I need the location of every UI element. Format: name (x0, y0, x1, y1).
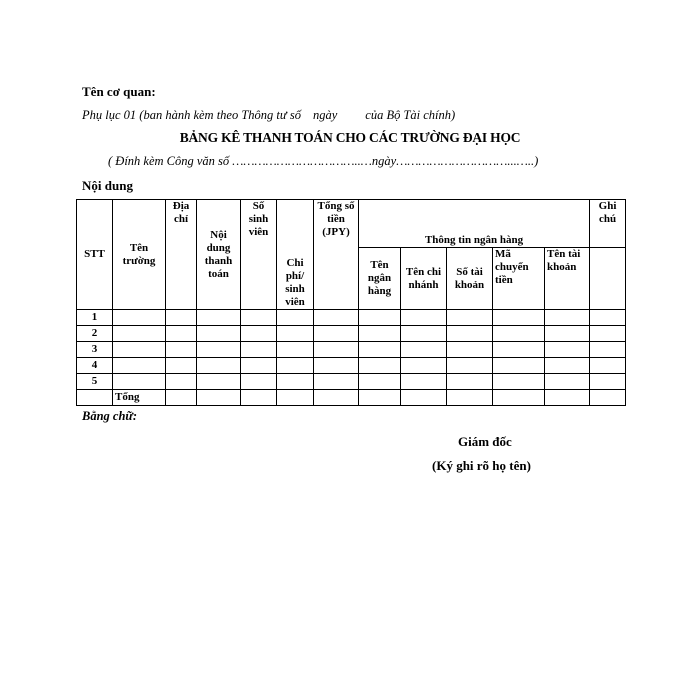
cell (314, 390, 359, 406)
table-row (77, 326, 626, 342)
content-label: Nội dung (82, 178, 133, 193)
cell (359, 326, 401, 342)
director-title: Giám đốc (458, 434, 512, 449)
cell (277, 310, 314, 326)
cell (277, 390, 314, 406)
appendix-part-2: ngày (312, 108, 338, 122)
cell (447, 310, 493, 326)
cell (401, 342, 447, 358)
cell (493, 358, 545, 374)
cell (77, 390, 113, 406)
cell (401, 358, 447, 374)
cell (166, 310, 197, 326)
cell (314, 310, 359, 326)
cell (447, 342, 493, 358)
cell (197, 342, 241, 358)
cell (166, 326, 197, 342)
cell (401, 326, 447, 342)
cell (166, 358, 197, 374)
row-number: 1 (77, 310, 113, 326)
header-total-amount: Tổng số tiền (JPY) (314, 200, 359, 310)
table-row (77, 358, 626, 374)
header-note: Ghi chú (590, 200, 626, 248)
cell (590, 390, 626, 406)
cell (197, 390, 241, 406)
header-bank-name: Tên ngân hàng (359, 248, 401, 310)
header-bank-info: Thông tin ngân hàng (359, 200, 590, 248)
cell (545, 358, 590, 374)
cell (314, 342, 359, 358)
row-number: 5 (77, 374, 113, 390)
attachment-line: ( Đính kèm Công văn số ……………………………..…ngày…………………………...…..) (108, 154, 539, 168)
cell (277, 358, 314, 374)
header-payment-content: Nội dung thanh toán (197, 200, 241, 310)
cell (590, 326, 626, 342)
header-stt: STT (77, 200, 113, 310)
cell (241, 358, 277, 374)
cell (166, 374, 197, 390)
cell (197, 374, 241, 390)
table-row (77, 374, 626, 390)
header-account-name: Tên tài khoản (545, 248, 590, 310)
table-total-row (77, 390, 626, 406)
cell (401, 390, 447, 406)
cell (113, 310, 166, 326)
payment-table (76, 199, 626, 406)
cell (197, 310, 241, 326)
cell (493, 342, 545, 358)
total-label: Tổng (113, 390, 166, 406)
cell (277, 342, 314, 358)
header-student-count: Số sinh viên (241, 200, 277, 310)
cell (447, 390, 493, 406)
cell (545, 310, 590, 326)
table-row (77, 342, 626, 358)
cell (197, 358, 241, 374)
header-note-blank (590, 248, 626, 310)
cell (493, 326, 545, 342)
header-cost-per-student: Chi phí/ sinh viên (277, 200, 314, 310)
cell (401, 374, 447, 390)
cell (545, 326, 590, 342)
cell (277, 326, 314, 342)
sign-instruction: (Ký ghi rõ họ tên) (432, 458, 531, 473)
cell (493, 374, 545, 390)
cell (590, 342, 626, 358)
in-words-label: Bằng chữ: (82, 409, 138, 423)
cell (447, 358, 493, 374)
cell (166, 342, 197, 358)
cell (113, 374, 166, 390)
header-transfer-code: Mã chuyển tiền (493, 248, 545, 310)
cell (590, 374, 626, 390)
table-row (77, 310, 626, 326)
cell (241, 374, 277, 390)
cell (241, 390, 277, 406)
row-number: 2 (77, 326, 113, 342)
cell (359, 390, 401, 406)
cell (545, 390, 590, 406)
cell (590, 358, 626, 374)
cell (359, 374, 401, 390)
header-account-number: Số tài khoản (447, 248, 493, 310)
cell (241, 326, 277, 342)
cell (359, 358, 401, 374)
cell (314, 374, 359, 390)
cell (545, 374, 590, 390)
appendix-part-1: Phụ lục 01 (ban hành kèm theo Thông tư số (82, 108, 301, 122)
agency-label: Tên cơ quan: (82, 84, 156, 99)
cell (493, 310, 545, 326)
header-branch-name: Tên chi nhánh (401, 248, 447, 310)
cell (113, 326, 166, 342)
cell (241, 310, 277, 326)
cell (545, 342, 590, 358)
cell (314, 358, 359, 374)
cell (493, 390, 545, 406)
cell (113, 358, 166, 374)
header-school-name: Tên trường (113, 200, 166, 310)
cell (401, 310, 447, 326)
appendix-line (82, 108, 455, 123)
cell (166, 390, 197, 406)
table-header-row (77, 200, 626, 248)
header-address: Địa chỉ (166, 200, 197, 310)
cell (447, 326, 493, 342)
cell (241, 342, 277, 358)
appendix-part-3: của Bộ Tài chính) (365, 108, 456, 122)
cell (359, 342, 401, 358)
cell (197, 326, 241, 342)
cell (314, 326, 359, 342)
row-number: 4 (77, 358, 113, 374)
cell (359, 310, 401, 326)
cell (590, 310, 626, 326)
cell (277, 374, 314, 390)
cell (447, 374, 493, 390)
row-number: 3 (77, 342, 113, 358)
cell (113, 342, 166, 358)
document-title: BẢNG KÊ THANH TOÁN CHO CÁC TRƯỜNG ĐẠI HỌC (179, 130, 521, 145)
